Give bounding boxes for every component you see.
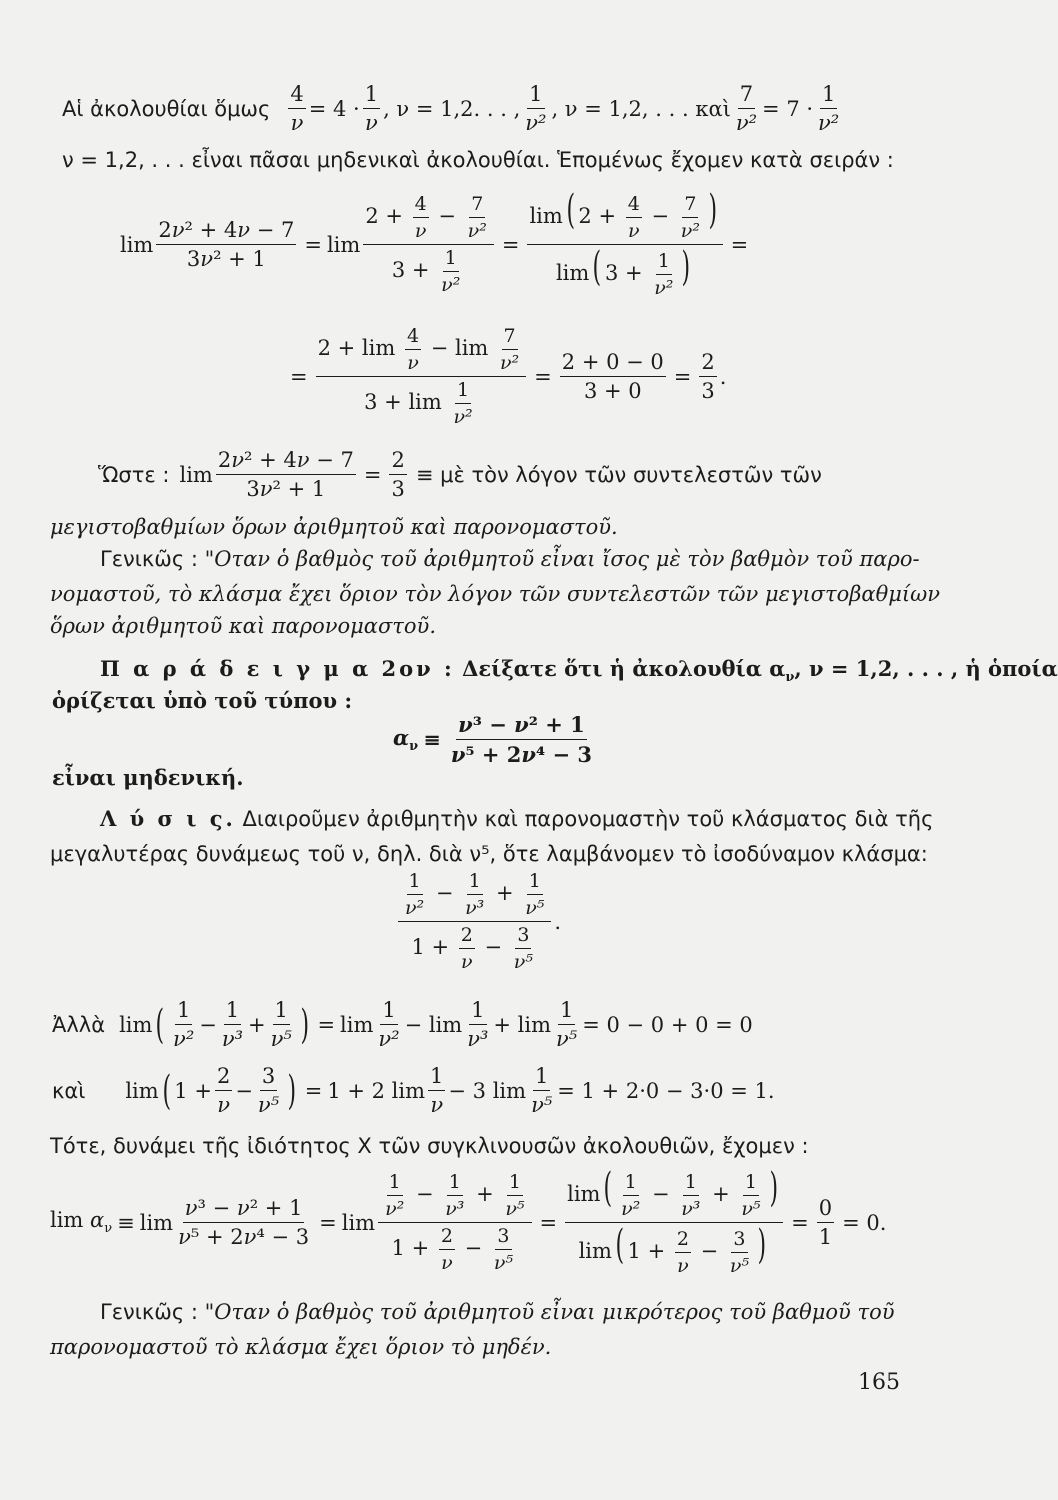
line-oste-cont [50,515,618,540]
lim-label-8: lim [139,1210,174,1235]
frac-1-over-nu2-b: 1 ν² [818,82,840,135]
eq1-den: 3 + 0 [583,379,642,403]
frac-k3: $\frac{1}{\nu}$ [430,1064,444,1117]
lim-label-7: lim [125,1078,159,1103]
text-example-2b: , ν = 1,2, . . . , ἡ ὁποία [794,656,1058,681]
text-example-2c: ὁρίζεται ὑπὸ τοῦ τύπου : [52,688,353,713]
text-lysis-a: Διαιροῦμεν ἀριθμητὴν καὶ παρονομαστὴν τοῦ κλάσματος διὰ τῆς [242,807,934,831]
label-genikos-1: Γενικῶς : [100,547,198,571]
frac-poly: $\frac{\text{2ν² + 4ν − 7}}{\text{3ν² + 1}}$ [158,218,295,271]
line-null-sequences: ν = 1,2, . . . εἶναι πᾶσαι μηδενικαὶ ἀκολουθίαι. Ἑπομένως ἔχομεν κατὰ σειράν : [62,148,894,172]
page-number: 165 [858,1370,900,1395]
frac-final-3: lim( $\frac{1}{\text{ν²}}$ − $\frac{1}{\text{ν³}}$ + $\frac{1}{\text{ν⁵}}$ ) lim( 1 + $\frac{2}{\nu}$ − $\frac{3}{\text{ν⁵}}$ ) [565,1168,783,1277]
equation-limit-1: lim $\frac{\text{2ν² + 4ν − 7}}{\text{3ν² + 1}}$ = lim 2 + $\frac{4}{\nu}$ − $\frac{7}{\text{ν²}}$ 3 + $\frac{1}{\text{ν²}}$ = lim( 2 + $\frac{4}{\nu}$ − $\frac{7}{\text{ν²}}$ ) lim( 3 + $\frac{1}{\text{ν²}}$ ) = [120,187,749,299]
text-range-2: , ν = 1,2, . . . καὶ [551,96,731,121]
text-sequences: Αἱ ἀκολουθίαι ὅμως [62,96,271,121]
frac-1-over-nu: 1 ν [364,82,379,135]
line-general-1 [100,547,920,572]
frac-2-3: $\frac{2}{3}$ [701,350,715,403]
frac-a1: 1 ν² [173,998,195,1051]
frac-k1: 2 ν [216,1064,231,1117]
frac-4-over-nu: $\frac{4}{\nu}$ [290,82,304,135]
equation-kai: καὶ lim ( 1 + 2 ν − 3 ν⁵ ) = 1 + 2 lim $\frac{1}{\nu}$ − 3 lim $\frac{1}{\text{ν⁵}}$ = 1 + 2·0 − 3·0 = 1. [52,1064,775,1117]
label-example-2: Π α ρ ά δ ε ι γ μ α 2ον : [100,656,455,681]
text-example-2a: Δείξατε ὅτι ἡ ἀκολουθία α [462,656,786,681]
lim-label-2: lim [326,232,361,257]
text-general-1c: ὅρων ἀριθμητοῦ καὶ παρονομαστοῦ. [50,614,436,638]
text-kai: καὶ [52,1078,86,1103]
line-oste: Ὥστε : lim $\frac{\text{2ν² + 4ν − 7}}{\text{3ν² + 1}}$ = $\frac{2}{3}$ ≡ μὲ τὸν λόγον τῶν συντελεστῶν τῶν [98,448,822,501]
text-general-1a: "Οταν ὁ βαθμὸς τοῦ ἀριθμητοῦ εἶναι ἴσος μὲ τὸν βαθμὸν τοῦ παρο- [204,547,920,571]
frac-k2: 3 ν⁵ [257,1064,280,1117]
label-lysis: Λ ύ σ ι ς. [100,806,236,831]
text-example-2d: εἶναι μηδενική. [52,765,244,790]
eq1-num: 2 + 0 − 0 [560,350,666,377]
equation-limit-2: = 2 + lim $\frac{4}{\nu}$ − lim $\frac{7}{\text{ν²}}$ 3 + lim $\frac{1}{\text{ν²}}$ = $\frac{2 + 0 - 0}{3 + 0}$ = $\frac{2}{3}$ . [290,325,727,428]
text-eq-4: = 4 · [308,96,360,121]
frac-a4: $\frac{1}{\text{ν²}}$ [378,998,400,1051]
text-alla: Ἀλλὰ [52,1012,106,1037]
line-example-2: Π α ρ ά δ ε ι γ μ α 2ον : Δείξατε ὅτι ἡ ἀκολουθία $\alpha_\nu$, ν = 1,2, . . . , ἡ ὁποία [100,656,1058,686]
frac-2-3-b: $\frac{2}{3}$ [391,448,405,501]
frac-1-over-nu2: 1 ν² [525,82,547,135]
text-tote: Τότε, δυνάμει τῆς ἰδιότητος X τῶν συγκλινουσῶν ἀκολουθιῶν, ἔχομεν : [50,1134,809,1158]
frac-k4: $\frac{1}{\text{ν⁵}}$ [531,1064,553,1117]
text-oste: Ὥστε : [98,462,170,487]
frac-a6: $\frac{1}{\text{ν⁵}}$ [556,998,578,1051]
equation-alla: Ἀλλὰ lim ( 1 ν² − 1 ν³ + 1 ν⁵ ) = lim $\frac{1}{\text{ν²}}$ − lim 1 ν³ + lim $\frac{1}{\text{ν⁵}}$ = 0 − 0 + 0 = 0 [52,998,753,1051]
text-eq-7: = 7 · [762,96,814,121]
frac-zero-sum [560,350,666,403]
frac-final-1: $\frac{\text{ν³ − ν² + 1}}{\text{ν⁵ + 2ν⁴ − 3}}$ [178,1196,310,1249]
text-oste-ratio: ≡ μὲ τὸν λόγον τῶν συντελεστῶν τῶν [415,462,822,487]
equation-equivalent-fraction: $\frac{1}{\text{ν²}}$ − $\frac{1}{\text{ν³}}$ + $\frac{1}{\text{ν⁵}}$ 1 + $\frac{2}{\nu}$ − $\frac{3}{\text{ν⁵}}$ . [395,870,561,973]
lim-label: lim [120,232,154,257]
text-general-1b: νομαστοῦ, τὸ κλάσμα ἔχει ὅριον τὸν λόγον τῶν συντελεστῶν τῶν μεγιστοβαθμίων [50,582,941,606]
lim-label-3: lim [529,204,563,228]
equation-alpha-def: $\alpha_\nu$ ≡ ν³ − ν² + 1 ν⁵ + 2ν⁴ − 3 [393,712,593,767]
text-general-2a: "Οταν ὁ βαθμὸς τοῦ ἀριθμητοῦ εἶναι μικρότερος τοῦ βαθμοῦ τοῦ [204,1300,895,1324]
line-general-2 [100,1300,895,1325]
line-lysis [100,806,933,832]
lim-label-9: lim [341,1210,376,1235]
text-range-1: , ν = 1,2. . . , [383,96,521,121]
frac-poly-2: $\frac{\text{2ν² + 4ν − 7}}{\text{3ν² + 1}}$ [217,448,354,501]
text-general-2b: παρονομαστοῦ τὸ κλάσμα ἔχει ὅριον τὸ μηδέν. [50,1335,552,1359]
lim-label-5: lim [179,462,213,487]
lim-label-6: lim [119,1012,153,1037]
frac-limits: lim( 2 + $\frac{4}{\nu}$ − $\frac{7}{\text{ν²}}$ ) lim( 3 + $\frac{1}{\text{ν²}}$ ) [527,190,722,299]
frac-alpha: ν³ − ν² + 1 ν⁵ + 2ν⁴ − 3 [450,712,593,767]
frac-7-over-nu2: $\frac{7}{\text{ν²}}$ [735,82,758,135]
frac-a5: 1 ν³ [467,998,489,1051]
frac-a3: 1 ν⁵ [270,998,292,1051]
lim-label-4: lim [555,261,590,285]
text-alla-rhs: = 0 − 0 + 0 = 0 [582,1012,753,1037]
text-oste-cont: μεγιστοβαθμίων ὅρων ἀριθμητοῦ καὶ παρονομαστοῦ. [50,515,618,539]
label-genikos-2: Γενικῶς : [100,1300,198,1324]
equation-final: $\lim \alpha_\nu$ ≡ lim $\frac{\text{ν³ − ν² + 1}}{\text{ν⁵ + 2ν⁴ − 3}}$ = lim $\frac{1}{\text{ν²}}$ − $\frac{1}{\text{ν³}}$ + $\frac{1}{\text{ν⁵}}$ 1 + $\frac{2}{\nu}$ − $\frac{3}{\text{ν⁵}}$ = lim( $\frac{1}{\text{ν²}}$ − $\frac{1}{\text{ν³}}$ + $\frac{1}{\text{ν⁵}}$ ) lim( 1 + $\frac{2}{\nu}$ − $\frac{3}{\text{ν⁵}}$ ) = $\frac{0}{1}$ = 0. [50,1165,887,1277]
frac-final-2: $\frac{1}{\text{ν²}}$ − $\frac{1}{\text{ν³}}$ + $\frac{1}{\text{ν⁵}}$ 1 + $\frac{2}{\nu}$ − $\frac{3}{\text{ν⁵}}$ [378,1171,531,1274]
frac-limit-sums: 2 + lim $\frac{4}{\nu}$ − lim $\frac{7}{\text{ν²}}$ 3 + lim $\frac{1}{\text{ν²}}$ [316,325,527,428]
text-kai-rhs: = 1 + 2·0 − 3·0 = 1. [557,1078,775,1103]
frac-divided: 2 + $\frac{4}{\nu}$ − $\frac{7}{\text{ν²}}$ 3 + $\frac{1}{\text{ν²}}$ [363,193,494,296]
text-lysis-b: μεγαλυτέρας δυνάμεως τοῦ ν, δηλ. διὰ ν⁵, ὅτε λαμβάνομεν τὸ ἰσοδύναμον κλάσμα: [50,842,928,866]
line-sequences-intro [62,82,844,135]
frac-equivalent: $\frac{1}{\text{ν²}}$ − $\frac{1}{\text{ν³}}$ + $\frac{1}{\text{ν⁵}}$ 1 + $\frac{2}{\nu}$ − $\frac{3}{\text{ν⁵}}$ [398,870,551,973]
frac-a2: 1 ν³ [221,998,244,1051]
frac-0-1: $\frac{0}{1}$ [818,1196,833,1249]
